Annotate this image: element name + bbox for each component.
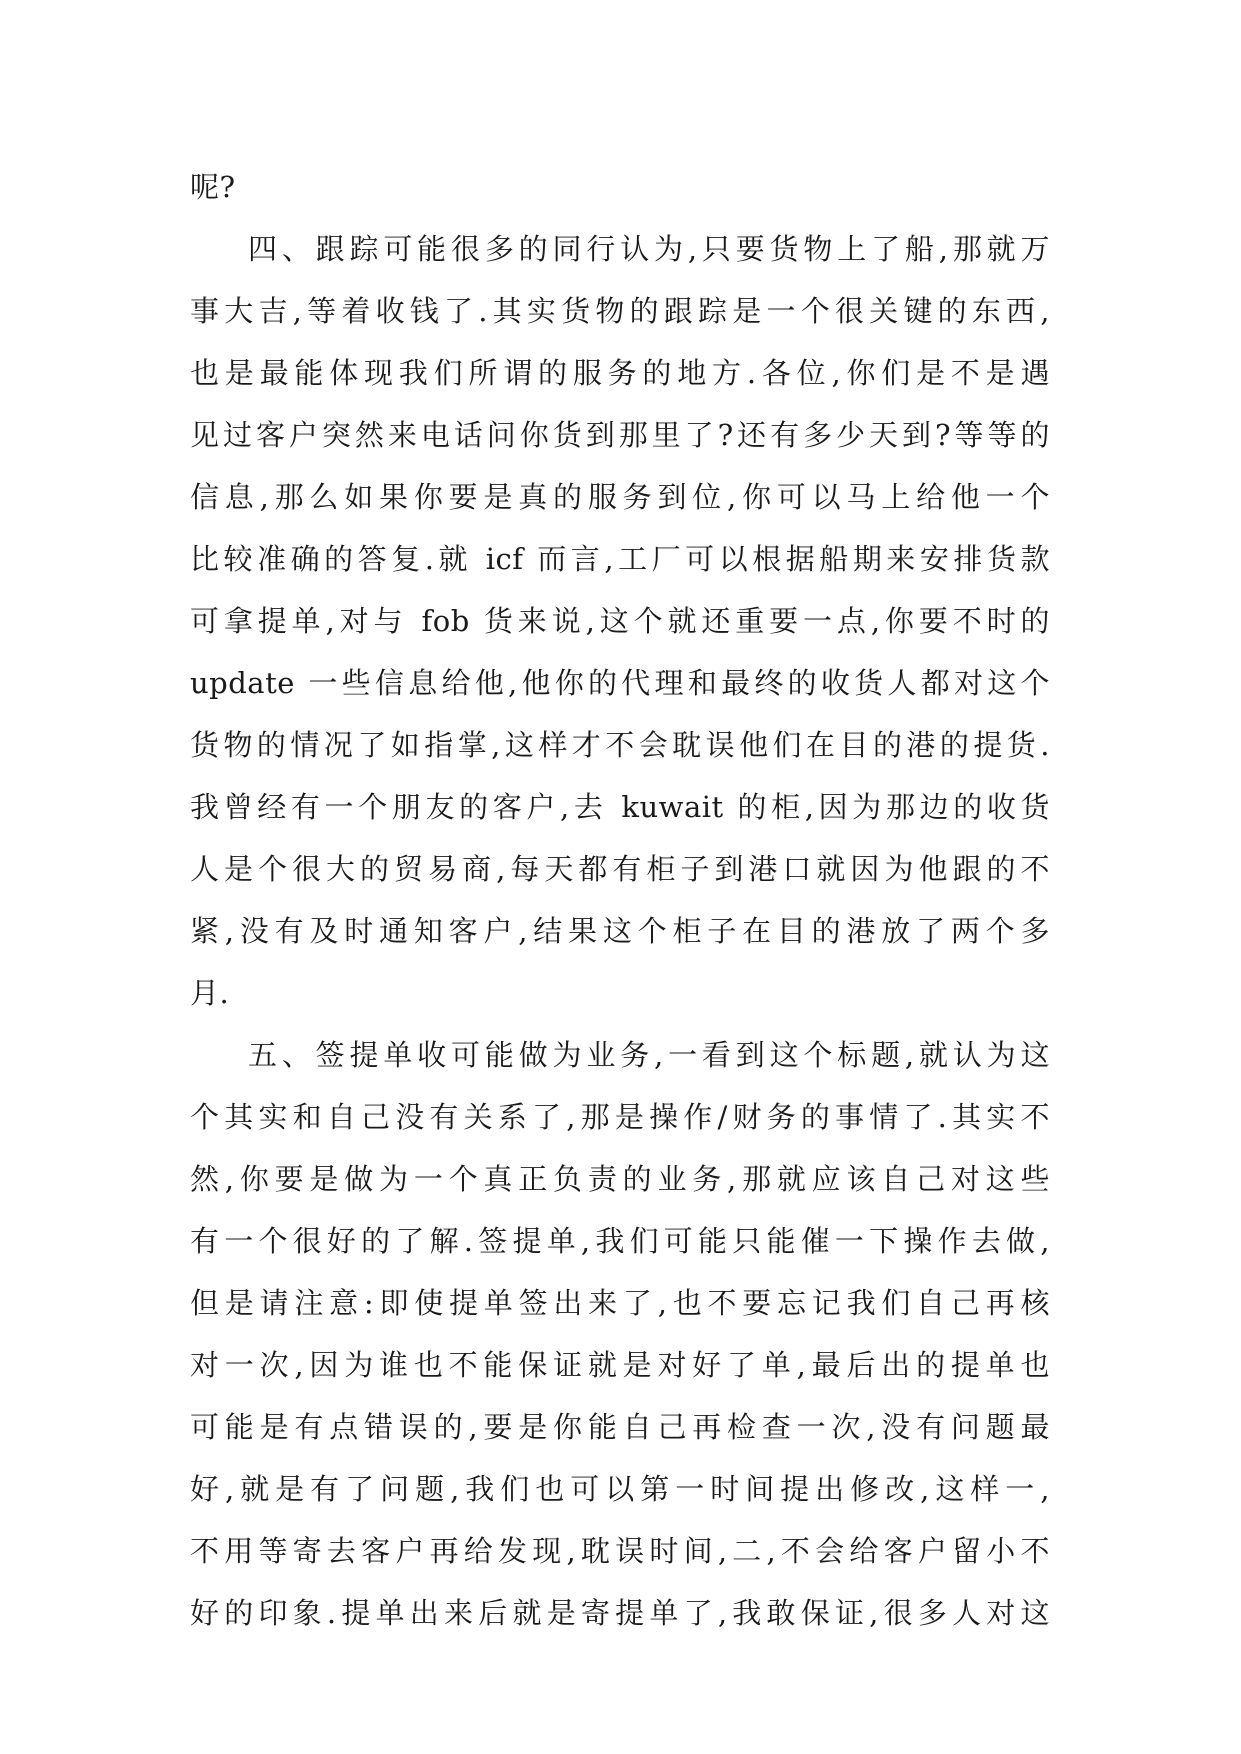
- text-line: 我曾经有一个朋友的客户,去 kuwait 的柜,因为那边的收货: [190, 790, 1050, 824]
- text-line: 事大吉,等着收钱了.其实货物的跟踪是一个很关键的东西,: [190, 294, 1050, 328]
- text-line: 好的印象.提单出来后就是寄提单了,我敢保证,很多人对这: [190, 1596, 1050, 1630]
- text-line: 可拿提单,对与 fob 货来说,这个就还重要一点,你要不时的: [190, 604, 1050, 638]
- body-text: [190, 156, 1050, 1644]
- paragraph-5-first-line: 五、签提单收可能做为业务,一看到这个标题,就认为这: [248, 1038, 1050, 1072]
- text-line: 对一次,因为谁也不能保证就是对好了单,最后出的提单也: [190, 1348, 1050, 1382]
- text-line: 有一个很好的了解.签提单,我们可能只能催一下操作去做,: [190, 1224, 1050, 1258]
- text-line: 个其实和自己没有关系了,那是操作/财务的事情了.其实不: [190, 1100, 1050, 1134]
- text-line: 不用等寄去客户再给发现,耽误时间,二,不会给客户留小不: [190, 1534, 1050, 1568]
- text-line: 比较准确的答复.就 icf 而言,工厂可以根据船期来安排货款: [190, 542, 1050, 576]
- text-line: 月.: [190, 976, 230, 1010]
- text-line: 呢?: [190, 170, 236, 204]
- text-line: 然,你要是做为一个真正负责的业务,那就应该自己对这些: [190, 1162, 1050, 1196]
- text-line: 也是最能体现我们所谓的服务的地方.各位,你们是不是遇: [190, 356, 1050, 390]
- text-line: 见过客户突然来电话问你货到那里了?还有多少天到?等等的: [190, 418, 1050, 452]
- text-line: update 一些信息给他,他你的代理和最终的收货人都对这个: [190, 666, 1050, 700]
- text-line: 但是请注意:即使提单签出来了,也不要忘记我们自己再核: [190, 1286, 1050, 1320]
- text-line: 好,就是有了问题,我们也可以第一时间提出修改,这样一,: [190, 1472, 1050, 1506]
- text-line: 信息,那么如果你要是真的服务到位,你可以马上给他一个: [190, 480, 1050, 514]
- text-line: 货物的情况了如指掌,这样才不会耽误他们在目的港的提货.: [190, 728, 1050, 762]
- paragraph-4-first-line: 四、跟踪可能很多的同行认为,只要货物上了船,那就万: [248, 232, 1050, 266]
- text-line: 人是个很大的贸易商,每天都有柜子到港口就因为他跟的不: [190, 852, 1050, 886]
- text-line: 紧,没有及时通知客户,结果这个柜子在目的港放了两个多: [190, 914, 1050, 948]
- text-line: 可能是有点错误的,要是你能自己再检查一次,没有问题最: [190, 1410, 1050, 1444]
